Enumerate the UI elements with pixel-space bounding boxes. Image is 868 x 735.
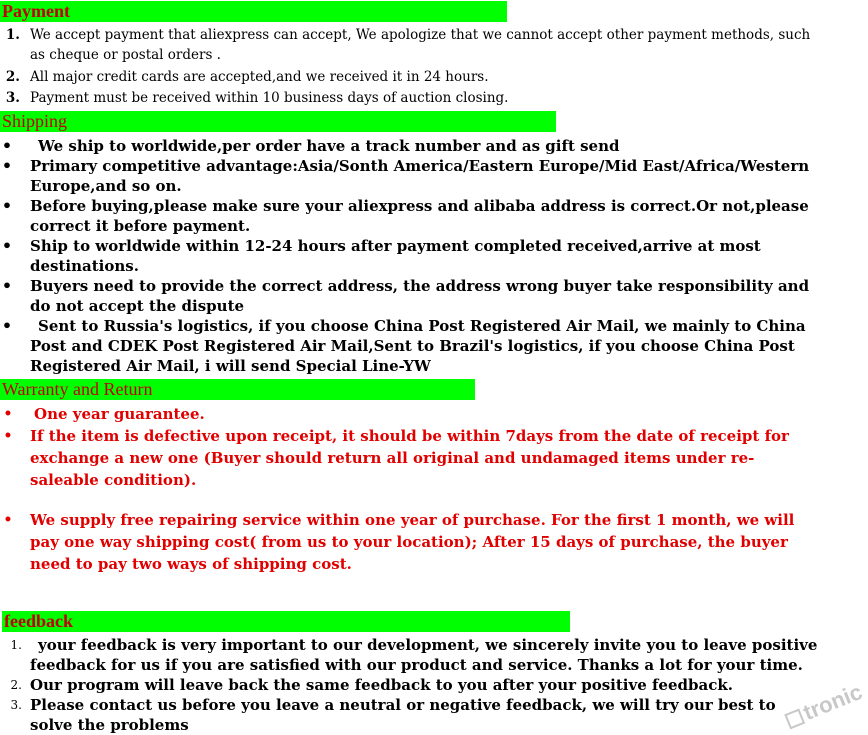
shipping-text: Buyers need to provide the correct address, the address wrong buyer take responsibility and do not accept the dispute — [30, 277, 810, 315]
warranty-text: One year guarantee. — [34, 405, 205, 423]
list-number: 2. — [5, 69, 20, 85]
payment-text: Payment must be received within 10 business days of auction closing. — [30, 90, 509, 106]
shipping-item-1 — [0, 136, 860, 156]
feedback-item-1 — [0, 635, 860, 675]
bullet: • — [3, 428, 13, 444]
feedback-text: your feedback is very important to our development, we sincerely invite you to leave positive feedback for us if you are satisfied with our product and service. Thanks a lot for your time. — [30, 636, 818, 674]
shipping-text: We ship to worldwide,per order have a track number and as gift send — [38, 137, 620, 155]
payment-item-2 — [0, 67, 860, 87]
bullet: • — [1, 236, 13, 255]
warranty-item-3 — [0, 509, 860, 575]
shipping-text: Primary competitive advantage:Asia/Sonth America/Eastern Europe/Mid East/Africa/Western Europe,and so on. — [30, 157, 810, 195]
shipping-text: Sent to Russia's logistics, if you choose China Post Registered Air Mail, we mainly to China Post and CDEK Post Registered Air Mail,Sent to Brazil's logistics, if you choose China Post Registered Air Mail, i will send Special Line-YW — [30, 317, 806, 375]
shipping-item-2 — [0, 156, 860, 196]
list-number: 3. — [5, 90, 20, 106]
list-number: 1. — [5, 27, 20, 43]
shipping-text: Before buying,please make sure your aliexpress and alibaba address is correct.Or not,please correct it before payment. — [30, 197, 809, 235]
payment-text: All major credit cards are accepted,and we received it in 24 hours. — [30, 69, 489, 85]
list-number: 2. — [10, 678, 22, 692]
list-number: 1. — [10, 638, 22, 652]
shipping-item-3 — [0, 196, 860, 236]
shipping-item-4 — [0, 236, 860, 276]
shipping-item-5 — [0, 276, 860, 316]
warranty-heading: Warranty and Return — [0, 379, 475, 400]
shipping-item-6 — [0, 316, 860, 376]
bullet: • — [1, 156, 13, 175]
warranty-text: If the item is defective upon receipt, it should be within 7days from the date of receipt for exchange a new one (Buyer should return all original and undamaged items under re-saleable condition). — [30, 427, 789, 489]
payment-text: We accept payment that aliexpress can accept, We apologize that we cannot accept other payment methods, such as cheque or postal orders . — [30, 27, 811, 63]
warranty-text: We supply free repairing service within one year of purchase. For the first 1 month, we will pay one way shipping cost( from us to your location); After 15 days of purchase, the buyer need to pay two ways of shipping cost. — [30, 511, 795, 573]
payment-item-3 — [0, 88, 860, 108]
warranty-item-2 — [0, 425, 860, 491]
bullet: • — [1, 276, 13, 295]
feedback-text: Our program will leave back the same feedback to you after your positive feedback. — [30, 676, 733, 694]
list-number: 3. — [10, 698, 22, 712]
warranty-item-1 — [0, 403, 860, 425]
shipping-heading: Shipping — [0, 111, 556, 132]
feedback-item-2 — [0, 675, 860, 695]
payment-heading: Payment — [0, 1, 507, 22]
bullet: • — [3, 406, 13, 422]
bullet: • — [1, 136, 13, 155]
shipping-text: Ship to worldwide within 12-24 hours after payment completed received,arrive at most destinations. — [30, 237, 761, 275]
feedback-heading: feedback — [2, 611, 570, 632]
feedback-item-3 — [0, 695, 860, 735]
bullet: • — [1, 316, 13, 335]
payment-item-1 — [0, 25, 860, 65]
feedback-text: Please contact us before you leave a neutral or negative feedback, we will try our best to solve the problems — [30, 696, 776, 734]
bullet: • — [1, 196, 13, 215]
bullet: • — [3, 512, 13, 528]
watermark-text: tronic — [799, 678, 866, 726]
